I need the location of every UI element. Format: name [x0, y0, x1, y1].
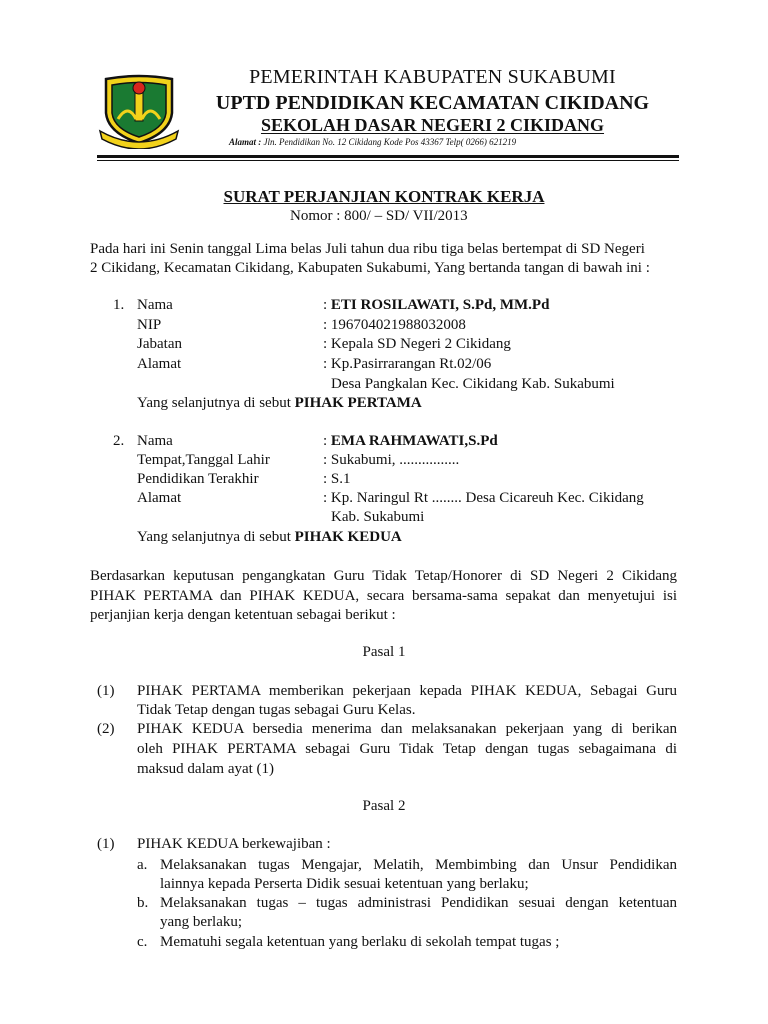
party2-name: EMA RAHMAWATI,S.Pd — [330, 433, 498, 449]
intro-line-1: Pada hari ini Senin tanggal Lima belas Juli tahun dua ribu tiga belas bertempat di SD Negeri — [90, 241, 645, 257]
pasal2-sub-b-letter: b. — [137, 895, 149, 911]
school-emblem-logo — [98, 73, 180, 149]
letterhead-school-name: SEKOLAH DASAR NEGERI 2 CIKIDANG — [260, 115, 605, 135]
letterhead-address — [229, 137, 516, 147]
pasal2-item1-text: PIHAK KEDUA berkewajiban : — [137, 836, 331, 852]
pasal-2-heading: Pasal 2 — [362, 798, 406, 814]
pasal2-sub-c-letter: c. — [137, 934, 148, 950]
pasal2-sub-b-line1: Melaksanakan tugas – tugas administrasi Pendidikan sesuai dengan ketentuan — [160, 895, 677, 911]
pasal2-sub-a-letter: a. — [137, 857, 148, 873]
pasal2-sub-b-line2: yang berlaku; — [160, 914, 243, 930]
intro-line-2: 2 Cikidang, Kecamatan Cikidang, Kabupaten Sukabumi, Yang bertanda tangan di bawah ini : — [90, 260, 650, 276]
letterhead-uptd: UPTD PENDIDIKAN KECAMATAN CIKIDANG — [215, 92, 650, 114]
party2-designation: Yang selanjutnya di sebut PIHAK KEDUA — [137, 529, 402, 545]
pasal1-item2-line1: PIHAK KEDUA bersedia menerima dan melaksanakan pekerjaan yang di berikan — [137, 721, 677, 737]
pasal2-sub-c-line1: Mematuhi segala ketentuan yang berlaku di sekolah tempat tugas ; — [160, 934, 560, 950]
address-text: Jln. Pendidikan No. 12 Cikidang Kode Pos 43367 Telp( 0266) 621219 — [261, 137, 517, 147]
basis-line-3: perjanjian kerja dengan ketentuan sebagai berikut : — [90, 607, 396, 623]
party1-name: ETI ROSILAWATI, S.Pd, MM.Pd — [330, 297, 550, 313]
pasal1-item1-line1: PIHAK PERTAMA memberikan pekerjaan kepada PIHAK KEDUA, Sebagai Guru — [137, 683, 677, 699]
pasal1-item1-number: (1) — [97, 683, 115, 699]
basis-line-1: Berdasarkan keputusan pengangkatan Guru Tidak Tetap/Honorer di SD Negeri 2 Cikidang — [90, 568, 677, 584]
pasal1-item2-line3: maksud dalam ayat (1) — [137, 761, 275, 777]
party1-jabatan-label: Jabatan — [137, 336, 182, 352]
letterhead-government: PEMERINTAH KABUPATEN SUKABUMI — [249, 66, 616, 88]
party1-nip-value: : 196704021988032008 — [323, 317, 466, 333]
pasal2-item1-number: (1) — [97, 836, 115, 852]
party2-birth-value: : Sukabumi, ................ — [323, 452, 460, 468]
party2-number: 2. — [113, 433, 125, 449]
party2-birth-label: Tempat,Tanggal Lahir — [137, 452, 270, 468]
pasal1-item2-number: (2) — [97, 721, 115, 737]
party2-alamat-value: : Kp. Naringul Rt ........ Desa Cicareuh Kec. Cikidang — [323, 490, 644, 506]
party1-designation: Yang selanjutnya di sebut PIHAK PERTAMA — [137, 395, 422, 411]
document-title: SURAT PERJANJIAN KONTRAK KERJA — [223, 187, 545, 206]
party2-education-label: Pendidikan Terakhir — [137, 471, 259, 487]
pasal-1-heading: Pasal 1 — [362, 644, 406, 660]
party2-name-value: : EMA RAHMAWATI,S.Pd — [323, 433, 498, 449]
party1-alamat-value: : Kp.Pasirrarangan Rt.02/06 — [323, 356, 492, 372]
document-number: Nomor : 800/ – SD/ VII/2013 — [290, 208, 468, 224]
address-label: Alamat : — [229, 137, 262, 147]
party2-name-label: Nama — [137, 433, 173, 449]
letterhead-rule-thin — [97, 160, 679, 161]
party1-name-value: : ETI ROSILAWATI, S.Pd, MM.Pd — [323, 297, 550, 313]
pasal1-item2-line2: oleh PIHAK PERTAMA sebagai Guru Tidak Tetap dengan tugas sebagaimana di — [137, 741, 677, 757]
party1-alamat-label: Alamat — [137, 356, 182, 372]
party1-alamat-continued: Desa Pangkalan Kec. Cikidang Kab. Sukabumi — [331, 376, 615, 392]
party1-nip-label: NIP — [137, 317, 162, 333]
pasal1-item1-line2: Tidak Tetap dengan tugas sebagai Guru Kelas. — [137, 702, 416, 718]
party1-jabatan-value: : Kepala SD Negeri 2 Cikidang — [323, 336, 511, 352]
party2-alamat-label: Alamat — [137, 490, 182, 506]
letterhead-rule-thick — [97, 155, 679, 158]
party2-education-value: : S.1 — [323, 471, 351, 487]
party1-number: 1. — [113, 297, 125, 313]
party1-name-label: Nama — [137, 297, 173, 313]
pasal2-sub-a-line2: lainnya kepada Perserta Didik sesuai ketentuan yang berlaku; — [160, 876, 529, 892]
party2-alamat-continued: Kab. Sukabumi — [331, 509, 425, 525]
basis-line-2: PIHAK PERTAMA dan PIHAK KEDUA, secara bersama-sama sepakat dan menyetujui isi — [90, 588, 677, 604]
pasal2-sub-a-line1: Melaksanakan tugas Mengajar, Melatih, Membimbing dan Unsur Pendidikan — [160, 857, 677, 873]
